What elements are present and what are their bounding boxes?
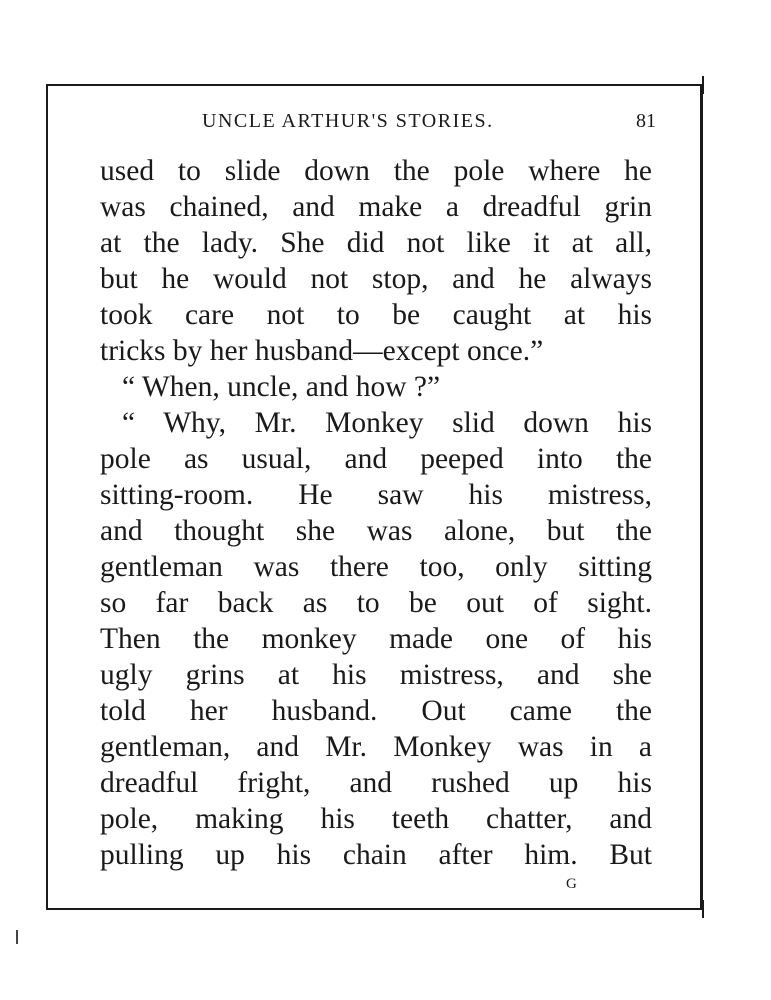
running-title: UNCLE ARTHUR'S STORIES. [202,110,494,132]
text-line: “ When, uncle, and how ?” [122,371,441,403]
text-line: used to slide down the pole where he [100,155,652,187]
text-line: dreadful fright, and rushed up his [100,767,652,799]
text-line: pole as usual, and peeped into the [100,443,652,475]
text-line: took care not to be caught at his [100,299,652,331]
text-line: gentleman was there too, only sitting [100,551,652,583]
text-line: but he would not stop, and he always [100,263,652,295]
scan-edge-mark [16,930,18,944]
printer-signature-mark: G [566,876,578,892]
text-line: was chained, and make a dreadful grin [100,191,652,223]
text-line: at the lady. She did not like it at all, [100,227,652,259]
body-text [100,153,652,873]
border-tick-bottom [702,900,704,918]
text-line: ugly grins at his mistress, and she [100,659,652,691]
text-line: told her husband. Out came the [100,695,652,727]
page-number: 81 [636,110,656,132]
running-header [100,110,656,136]
text-line: sitting-room. He saw his mistress, [100,479,652,511]
border-tick-top [702,76,704,94]
text-line: and thought she was alone, but the [100,515,652,547]
text-line: pulling up his chain after him. But [100,839,652,871]
text-line: “ Why, Mr. Monkey slid down his [122,407,652,439]
text-line: gentleman, and Mr. Monkey was in a [100,731,652,763]
text-line: pole, making his teeth chatter, and [100,803,652,835]
text-line: Then the monkey made one of his [100,623,652,655]
text-line: so far back as to be out of sight. [100,587,652,619]
text-line: tricks by her husband—except once.” [100,335,544,367]
